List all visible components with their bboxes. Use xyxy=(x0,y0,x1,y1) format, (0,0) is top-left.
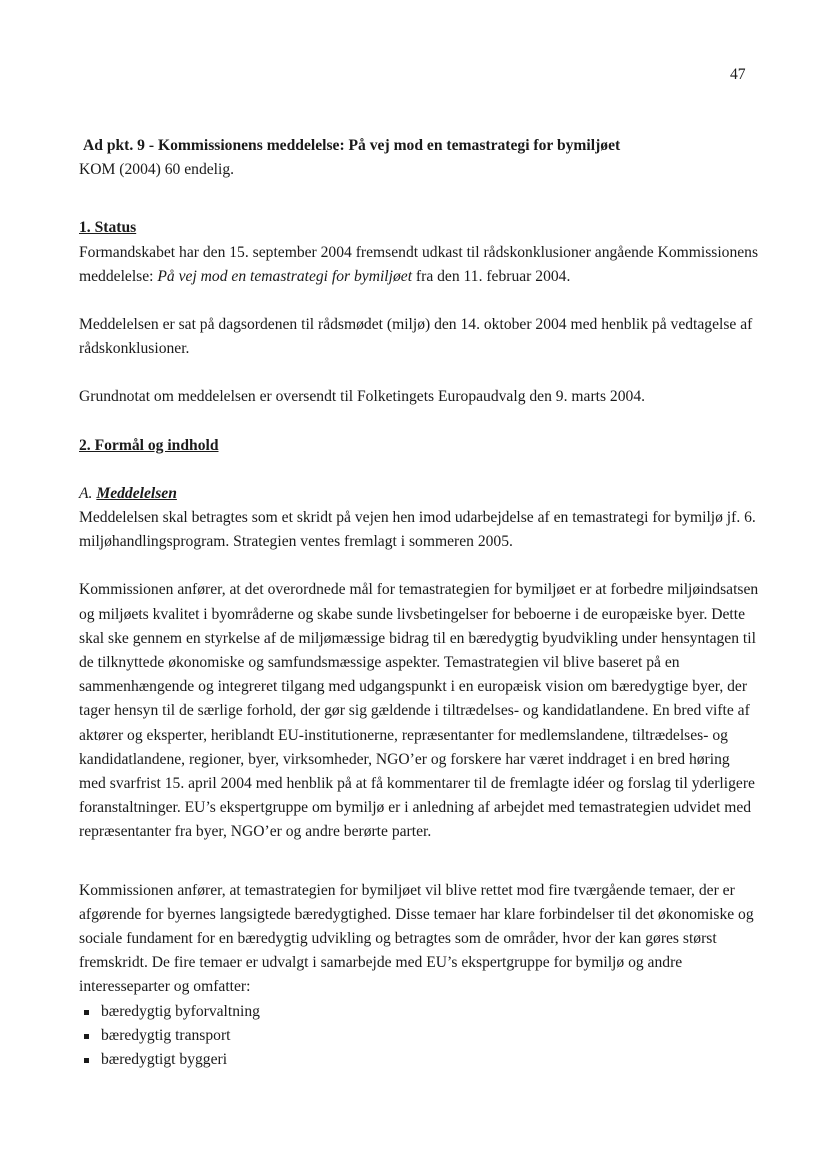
list-item-text: bæredygtig byforvaltning xyxy=(101,1002,260,1020)
document-body xyxy=(79,134,759,1072)
status-paragraph-2: Meddelelsen er sat på dagsordenen til rådsmødet (miljø) den 14. oktober 2004 med henblik på vedtagelse af rådskonklusioner. xyxy=(79,316,753,358)
list-item xyxy=(79,1048,759,1072)
list-item xyxy=(79,1024,759,1048)
list-item-text: bæredygtigt byggeri xyxy=(101,1051,228,1069)
list-item-text: bæredygtig transport xyxy=(101,1026,231,1044)
agenda-reference: KOM (2004) 60 endelig. xyxy=(79,161,235,179)
square-bullet-icon xyxy=(84,1010,89,1015)
purpose-paragraph-1: Meddelelsen skal betragtes som et skridt på vejen hen imod udarbejdelse af en temastrategi for bymiljø jf. 6. miljøhandlingsprogram. Strategien ventes fremlagt i sommeren 2005. xyxy=(79,509,756,551)
page-number: 47 xyxy=(730,66,746,83)
subsection-letter: A. xyxy=(79,484,97,502)
purpose-paragraph-3: Kommissionen anfører, at temastrategien for bymiljøet vil blive rettet mod fire tværgående temaer, der er afgørende for byernes langsigtede bæredygtighed. Disse temaer har klare forbindelser til det økonomiske og sociale fundament for en bæredygtig udvikling og betragtes som de områder, hvor der kan gøres størst fremskridt. De fire temaer er udvalgt i samarbejde med EU’s ekspertgruppe for bymiljø og andre interesseparter og omfatter: xyxy=(79,881,754,996)
purpose-paragraph-2: Kommissionen anfører, at det overordnede mål for temastrategien for bymiljøet er at forbedre miljøindsatsen og miljøets kvalitet i byområderne og skabe sunde livsbetingelser for beboerne i de europæiske byer. Dette skal ske gennem en styrkelse af de miljømæssige bidrag til en bæredygtig byudvikling under hensyntagen til de tilknyttede økonomiske og samfundsmæssige aspekter. Temastrategien vil blive baseret på en sammenhængende og integreret tilgang med udgangspunkt i en europæisk vision om bæredygtige byer, der tager hensyn til de særlige forhold, der gør sig gældende i tiltrædelses- og kandidatlandene. En bred vifte af aktører og eksperter, heriblandt EU-institutionerne, repræsentanter for medlemslandene, tiltrædelses- og kandidatlandene, regioner, byer, virksomheder, NGO’er og forskere har været inddraget i en bred høring med svarfrist 15. april 2004 med henblik på at få kommentarer til de fremlagte idéer og forslag til yderligere foranstaltninger. EU’s ekspertgruppe om bymiljø er i anledning af arbejdet med temastrategien udvidet med repræsentanter fra byer, NGO’er og andre berørte parter. xyxy=(79,581,759,841)
square-bullet-icon xyxy=(84,1058,89,1063)
agenda-title: Ad pkt. 9 - Kommissionens meddelelse: På vej mod en temastrategi for bymiljøet xyxy=(83,137,621,154)
list-item xyxy=(79,1000,759,1024)
subsection-title xyxy=(79,482,759,506)
status-p1-text-a: Formandskabet har den 15. september 2004 fremsendt udkast til rådskonklusioner angående Kommissionens meddelelse: xyxy=(79,243,759,285)
status-p1-text-b: fra den 11. februar 2004. xyxy=(412,267,571,285)
section-title-purpose: 2. Formål og indhold xyxy=(79,436,219,454)
status-paragraph-1 xyxy=(79,241,759,289)
status-p1-italic-title: På vej mod en temastrategi for bymiljøet xyxy=(157,267,413,285)
theme-list xyxy=(79,1000,759,1073)
square-bullet-icon xyxy=(84,1034,89,1039)
status-paragraph-3: Grundnotat om meddelelsen er oversendt til Folketingets Europaudvalg den 9. marts 2004. xyxy=(79,388,646,406)
subsection-name: Meddelelsen xyxy=(96,484,177,502)
section-title-status: 1. Status xyxy=(79,219,137,237)
